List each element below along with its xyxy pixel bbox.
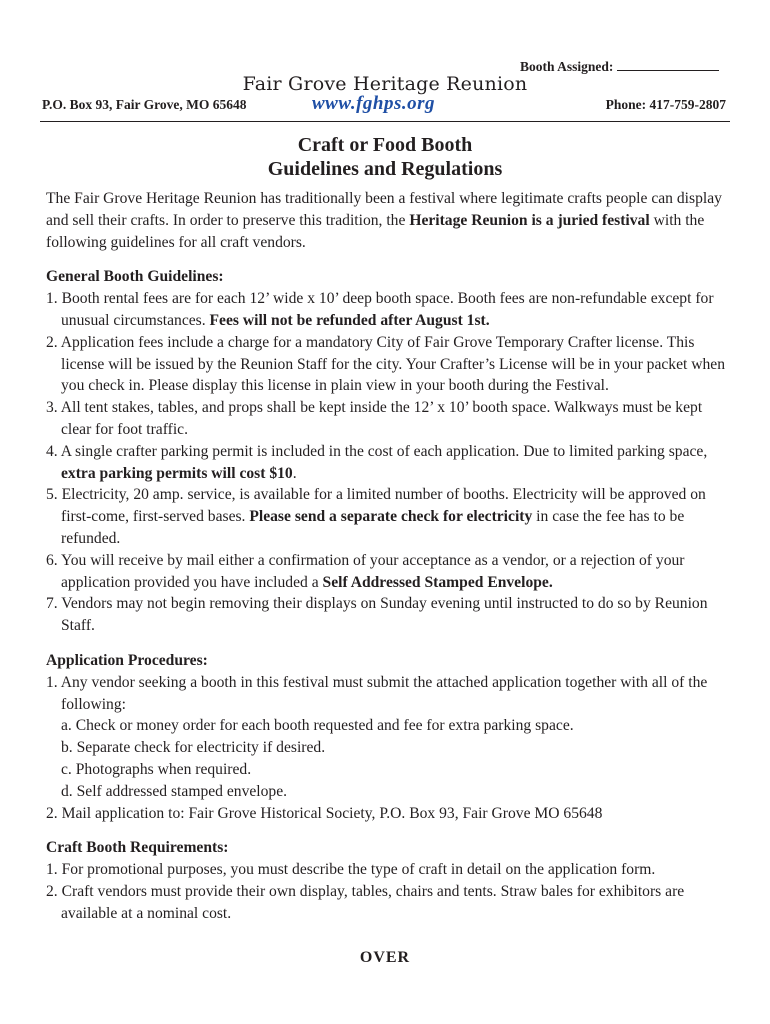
general-item-1-bold: Fees will not be refunded after August 1st.	[209, 311, 490, 329]
phone-number: Phone: 417-759-2807	[605, 97, 726, 112]
general-item-5-text: 5. Electricity, 20 amp. service, is available for a limited number of booths. Electricity will be approved on first-come, first-served bases.	[46, 486, 706, 526]
general-item-1-text: 1. Booth rental fees are for each 12’ wide x 10’ deep booth space. Booth fees are non-refundable except for unusual circumstances.	[46, 290, 714, 329]
intro-text: The Fair Grove Heritage Reunion has traditionally been a festival where legitimate crafts people can display and sell their crafts. In order to preserve this tradition, the	[46, 190, 722, 229]
page-title-line1: Craft or Food Booth	[297, 134, 473, 156]
application-item-2: 2. Mail application to: Fair Grove Historical Society, P.O. Box 93, Fair Grove MO 65648	[46, 804, 603, 822]
general-item-6-bold: Self Addressed Stamped Envelope.	[322, 573, 553, 591]
intro-paragraph	[46, 188, 736, 253]
org-name: Fair Grove Heritage Reunion	[242, 73, 528, 95]
general-item-4-text: 4. A single crafter parking permit is included in the cost of each application. Due to limited parking space,	[46, 442, 708, 460]
page-title-line2: Guidelines and Regulations	[267, 158, 503, 180]
application-item-1: 1. Any vendor seeking a booth in this festival must submit the attached application together with all of the following:	[46, 673, 708, 713]
general-item-1	[46, 288, 736, 332]
document-body	[46, 188, 736, 925]
mailing-address: P.O. Box 93, Fair Grove, MO 65648	[42, 97, 247, 112]
general-item-6-text: 6. You will receive by mail either a confirmation of your acceptance as a vendor, or a rejection of your application provided you have included a	[46, 551, 685, 591]
application-sub-a: a. Check or money order for each booth requested and fee for extra parking space.	[61, 717, 574, 735]
craft-heading: Craft Booth Requirements:	[46, 839, 229, 857]
general-item-4	[46, 441, 736, 485]
application-sub-b: b. Separate check for electricity if desired.	[61, 739, 326, 757]
general-heading: General Booth Guidelines:	[46, 268, 224, 286]
application-sub-c: c. Photographs when required.	[61, 760, 252, 778]
application-sub-d: d. Self addressed stamped envelope.	[61, 782, 288, 800]
craft-item-1: 1. For promotional purposes, you must describe the type of craft in detail on the application form.	[46, 861, 656, 879]
general-item-5	[46, 484, 736, 549]
general-item-2: 2. Application fees include a charge for a mandatory City of Fair Grove Temporary Crafter license. This license will be issued by the Reunion Staff for the city. Your Crafter’s License will be in your packet when you check in. Please display this license in plain view in your booth during the Festival.	[46, 333, 726, 395]
general-item-4-bold: extra parking permits will cost $10	[61, 464, 293, 482]
booth-assigned-label: Booth Assigned:	[520, 59, 614, 74]
application-heading: Application Procedures:	[46, 651, 208, 669]
general-item-6	[46, 550, 736, 594]
website-link[interactable]: www.fghps.org	[312, 93, 435, 114]
header-divider	[40, 121, 730, 122]
over-label: OVER	[359, 949, 411, 966]
general-item-5-end: in case the fee has to be refunded.	[61, 508, 685, 547]
craft-item-2: 2. Craft vendors must provide their own display, tables, chairs and tents. Straw bales for exhibitors are available at a nominal cost.	[46, 882, 685, 922]
intro-bold: Heritage Reunion is a juried festival	[409, 211, 650, 229]
general-item-7: 7. Vendors may not begin removing their displays on Sunday evening until instructed to do so by Reunion Staff.	[46, 595, 708, 635]
general-item-5-bold: Please send a separate check for electricity	[249, 508, 533, 526]
general-item-3: 3. All tent stakes, tables, and props shall be kept inside the 12’ x 10’ booth space. Walkways must be kept clear for foot traffic.	[46, 399, 703, 438]
general-item-4-end: .	[292, 464, 297, 482]
booth-assigned-blank	[617, 58, 719, 71]
intro-text-end: with the following guidelines for all craft vendors.	[46, 211, 705, 251]
